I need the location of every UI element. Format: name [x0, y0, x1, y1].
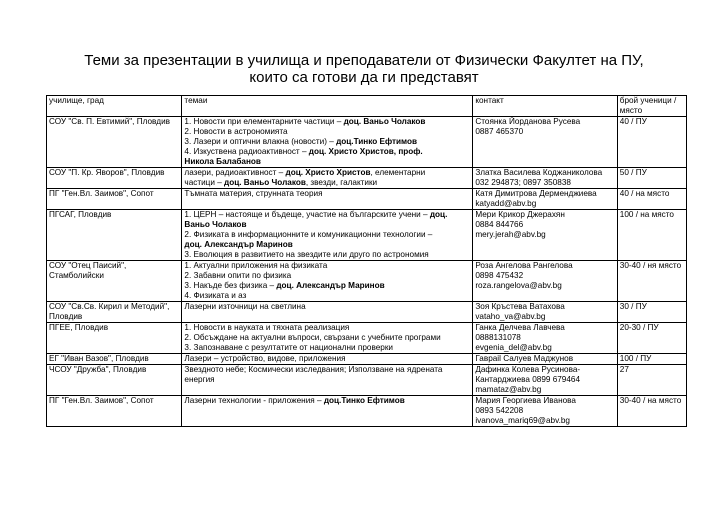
table-row [47, 210, 687, 261]
schools-table [46, 95, 687, 427]
contact-line: 0884 844766 [475, 220, 524, 229]
topics-cell [182, 302, 473, 323]
table-row [47, 323, 687, 354]
topic-line [184, 250, 470, 260]
topic-line [184, 137, 470, 147]
topics-cell [182, 189, 473, 210]
contact-line: Гаврail Салуев Маджунов [475, 354, 574, 363]
topic-line [184, 230, 470, 240]
topic-text: 3. Лазери и оптични влакна (новости) – [184, 137, 337, 146]
topics-cell [182, 117, 473, 168]
contact-cell [473, 354, 617, 365]
topics-cell [182, 168, 473, 189]
topic-line [184, 220, 470, 230]
student-count-cell: 40 / на място [617, 189, 686, 210]
contact-email: roza.rangelova@abv.bg [475, 281, 562, 290]
topic-text: 2. Физиката в информационните и комуникационни технологии – [184, 230, 433, 239]
contact-line: Златка Василева Коджаниколова [475, 168, 603, 177]
header-topics: темаи [182, 96, 473, 117]
topics-cell [182, 396, 473, 427]
topic-text: 3. Запознаване с резултатите от национални проверки [184, 343, 393, 352]
topic-line [184, 210, 470, 220]
contact-cell [473, 168, 617, 189]
student-count-cell: 50 / ПУ [617, 168, 686, 189]
contact-cell [473, 210, 617, 261]
topic-text: 4. Изкуствена радиоактивност – [184, 147, 309, 156]
topic-text: Лазери – устройство, видове, приложения [184, 354, 346, 363]
lecturer-name: доц. Ваньо Чолаков [224, 178, 306, 187]
student-count-cell: 27 [617, 365, 686, 396]
topic-line [184, 178, 470, 188]
contact-cell [473, 396, 617, 427]
topic-text: частици – [184, 178, 225, 187]
student-count-cell: 20-30 / ПУ [617, 323, 686, 354]
topic-text: Звездното небе; Космически изследвания; Използване на ядрената [184, 365, 443, 374]
contact-line: 032 294873; 0897 350838 [475, 178, 571, 187]
school-cell: СОУ "Св. П. Евтимий", Пловдив [47, 117, 182, 168]
header-count: брой ученици / място [617, 96, 686, 117]
topic-text: енергия [184, 375, 215, 384]
lecturer-name: Ваньо Чолаков [184, 220, 247, 229]
school-cell: ПГ "Ген.Вл. Заимов", Сопот [47, 396, 182, 427]
contact-line: 0887 465370 [475, 127, 524, 136]
topic-line [184, 189, 470, 199]
student-count-cell: 100 / ПУ [617, 354, 686, 365]
contact-line: 0898 475432 [475, 271, 524, 280]
title-line-1: Теми за презентации в училища и преподаватели от Физически Факултет на ПУ, [84, 52, 644, 69]
student-count-cell: 30 / ПУ [617, 302, 686, 323]
lecturer-name: доц. Христо Христов [285, 168, 371, 177]
contact-email: mamataz@abv.bg [475, 385, 542, 394]
topic-text: 2. Забавни опити по физика [184, 271, 292, 280]
table-row [47, 117, 687, 168]
topic-line [184, 168, 470, 178]
contact-cell [473, 323, 617, 354]
topics-cell [182, 365, 473, 396]
lecturer-name: доц.Тинко Ефтимов [336, 137, 418, 146]
topic-line [184, 261, 470, 271]
lecturer-name: доц. Александър Маринов [276, 281, 385, 290]
contact-email: katyadd@abv.bg [475, 199, 537, 208]
topic-line [184, 375, 470, 385]
lecturer-name: доц. Христо Христов, проф. [308, 147, 423, 156]
student-count-cell: 30-40 / ня място [617, 261, 686, 302]
topics-cell [182, 261, 473, 302]
topic-line [184, 127, 470, 137]
topic-line [184, 291, 470, 301]
topic-line [184, 333, 470, 343]
topic-text: 4. Физиката и аз [184, 291, 247, 300]
table-row [47, 354, 687, 365]
topic-text: 1. Актуални приложения на физиката [184, 261, 328, 270]
topic-line [184, 147, 470, 157]
table-row [47, 365, 687, 396]
topic-line [184, 354, 470, 364]
contact-line: Дафинка Колева Русинова- [475, 365, 581, 374]
topic-text: 3. Накъде без физика – [184, 281, 277, 290]
topics-cell [182, 323, 473, 354]
contact-email: mery.jerah@abv.bg [475, 230, 546, 239]
topic-text: Тъмната материя, струнната теория [184, 189, 323, 198]
contact-line: Роза Ангелова Рангелова [475, 261, 573, 270]
contact-cell [473, 261, 617, 302]
topics-cell [182, 354, 473, 365]
header-contact: контакт [473, 96, 617, 117]
table-row [47, 168, 687, 189]
table-row [47, 302, 687, 323]
topic-line [184, 281, 470, 291]
lecturer-name: доц.Тинко Ефтимов [323, 396, 405, 405]
topic-text: 1. Новости при елементарните частици – [184, 117, 344, 126]
contact-line: 0893 542208 [475, 406, 524, 415]
contact-cell [473, 117, 617, 168]
contact-line: Кантарджиева 0899 679464 [475, 375, 581, 384]
table-row [47, 189, 687, 210]
student-count-cell: 100 / на място [617, 210, 686, 261]
topic-line [184, 240, 470, 250]
contact-line: Ганка Делчева Лавчева [475, 323, 565, 332]
document-title [40, 52, 688, 86]
lecturer-name: доц. Ваньо Чолаков [343, 117, 426, 126]
topic-text: 1. Новости в науката и тяхната реализация [184, 323, 350, 332]
contact-cell [473, 302, 617, 323]
school-cell: ПГСАГ, Пловдив [47, 210, 182, 261]
contact-cell [473, 189, 617, 210]
topic-text: 2. Новости в астрономията [184, 127, 288, 136]
title-line-2: които са готови да ги представят [249, 69, 479, 86]
topic-line [184, 302, 470, 312]
topic-line [184, 117, 470, 127]
school-cell: СОУ "Св.Св. Кирил и Методий", Пловдив [47, 302, 182, 323]
topic-line [184, 157, 470, 167]
contact-line: 0888131078 [475, 333, 521, 342]
topic-line [184, 343, 470, 353]
topic-line [184, 396, 470, 406]
contact-email: vataho_va@abv.bg [475, 312, 546, 321]
lecturer-name: доц. Александър Маринов [184, 240, 293, 249]
contact-cell [473, 365, 617, 396]
topic-line [184, 365, 470, 375]
topic-text-after: , елементарни [370, 168, 426, 177]
contact-email: evgenia_del@abv.bg [475, 343, 552, 352]
lecturer-name: доц. [429, 210, 448, 219]
contact-line: Зоя Кръстева Ватахова [475, 302, 565, 311]
contact-email: ivanova_mariq69@abv.bg [475, 416, 570, 425]
lecturer-name: Никола Балабанов [184, 157, 261, 166]
school-cell: СОУ "Отец Паисий", Стамболийски [47, 261, 182, 302]
contact-line: Мери Крикор Джерахян [475, 210, 565, 219]
student-count-cell: 40 / ПУ [617, 117, 686, 168]
student-count-cell: 30-40 / на място [617, 396, 686, 427]
topics-cell [182, 210, 473, 261]
contact-line: Катя Димитрова Дерменджиева [475, 189, 597, 198]
topic-text: Лазерни технологии - приложения – [184, 396, 324, 405]
table-row [47, 261, 687, 302]
school-cell: ПГЕЕ, Пловдив [47, 323, 182, 354]
topic-text: 3. Еволюция в развитието на звездите или друго по астрономия [184, 250, 429, 259]
table-header-row [47, 96, 687, 117]
topic-text: 2. Обсъждане на актуални въпроси, свързани с учебните програми [184, 333, 441, 342]
topic-line [184, 271, 470, 281]
table-row [47, 396, 687, 427]
school-cell: ЧСОУ "Дружба", Пловдив [47, 365, 182, 396]
topic-text: лазери, радиоактивност – [184, 168, 286, 177]
school-cell: ПГ "Ген.Вл. Заимов", Сопот [47, 189, 182, 210]
school-cell: ЕГ "Иван Вазов", Пловдив [47, 354, 182, 365]
topic-line [184, 323, 470, 333]
contact-line: Стоянка Йорданова Русева [475, 117, 581, 126]
contact-line: Мария Георгиева Иванова [475, 396, 576, 405]
school-cell: СОУ "П. Кр. Яворов", Пловдив [47, 168, 182, 189]
topic-text: Лазерни източници на светлина [184, 302, 306, 311]
header-school: училище, град [47, 96, 182, 117]
topic-text-after: , звезди, галактики [305, 178, 378, 187]
topic-text: 1. ЦЕРН – настояще и бъдеще, участие на българските учени – [184, 210, 430, 219]
